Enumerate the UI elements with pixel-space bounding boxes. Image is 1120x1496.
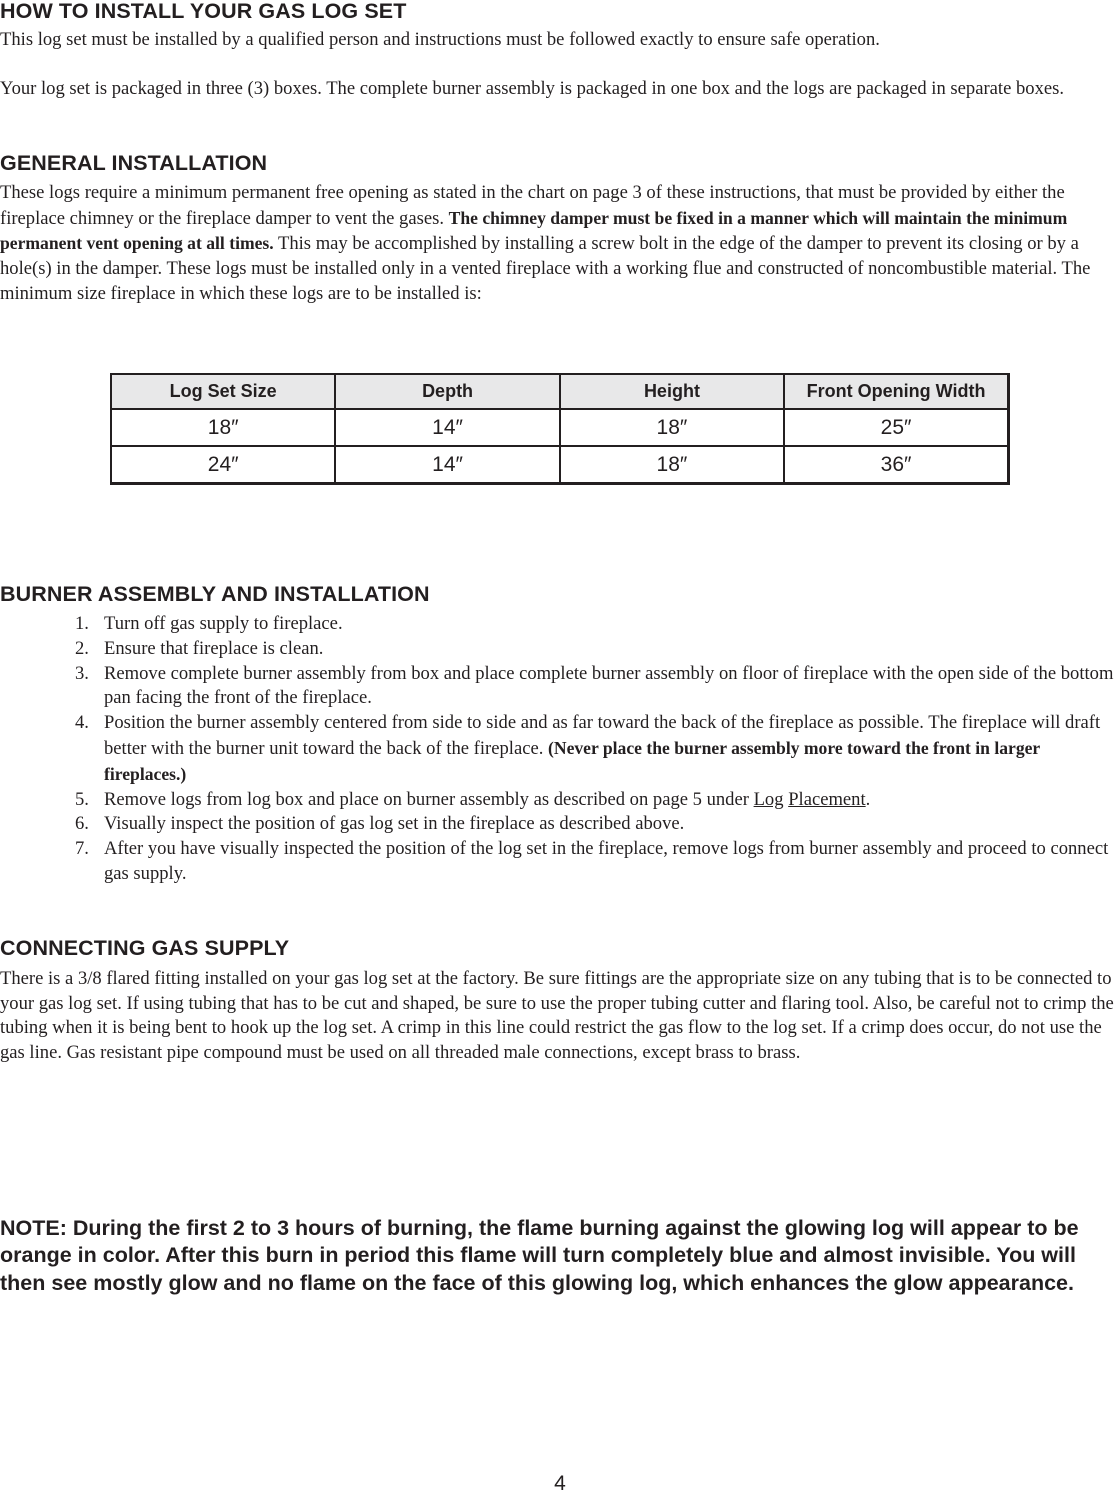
table-cell: 25″ <box>784 409 1008 446</box>
step-text: Visually inspect the position of gas log set in the fireplace as described above. <box>104 813 685 835</box>
list-item <box>75 637 1115 662</box>
general-heading: GENERAL INSTALLATION <box>0 151 268 175</box>
step-number: 5. <box>75 788 89 810</box>
step-tail: . <box>865 788 871 810</box>
log-underline-text: Log <box>753 788 784 810</box>
general-text-a: These logs require a minimum permanent free opening as stated in the chart on page 3 of these instructions, that must be provided by either the fireplace chimney or the fireplace damper to vent the gases. <box>0 182 1065 229</box>
burner-heading: BURNER ASSEMBLY AND INSTALLATION <box>0 582 430 606</box>
list-item <box>75 711 1115 787</box>
table-cell: 36″ <box>784 446 1008 484</box>
table-header-cell: Log Set Size <box>111 374 335 409</box>
general-text-bold: The chimney damper must be fixed in a manner which will maintain the minimum permanent vent opening at all times. <box>0 207 1068 254</box>
table-header-cell: Front Opening Width <box>784 374 1008 409</box>
step-text: Turn off gas supply to fireplace. <box>104 613 343 634</box>
step-number: 7. <box>75 838 89 860</box>
table-cell: 14″ <box>335 409 559 446</box>
general-text-b: This may be accomplished by installing a screw bolt in the edge of the damper to prevent its closing or by a hole(s) in the damper. These logs must be installed only in a vented fireplace with a working flue and constructed of noncombustible material. The minimum size fireplace in which these logs are to be installed is: <box>0 233 1091 304</box>
step-warning: (Never place the burner assembly more toward the front in larger fireplaces.) <box>104 737 1040 784</box>
gas-paragraph: There is a 3/8 flared fitting installed on your gas log set at the factory. Be sure fittings are the appropriate size on any tubing that is to be connected to your gas log set. If using tubing that has to be cut and shaped, be sure to use the proper tubing cutter and flaring tool. Also, be careful not to crimp the tubing when it is being bent to hook up the log set. A crimp in this line could restrict the gas flow to the log set. If a crimp does occur, do not use the gas line. Gas resistant pipe compound must be used on all threaded male connections, except brass to brass. <box>0 968 1114 1064</box>
table-row <box>111 409 1009 446</box>
step-text: Remove complete burner assembly from box and place complete burner assembly on floor of fireplace with the open side of the bottom pan facing the front of the fireplace. <box>104 662 1114 709</box>
list-item <box>75 662 1115 712</box>
table-row <box>111 446 1009 484</box>
table-cell: 18″ <box>560 446 784 484</box>
list-item <box>75 612 1115 637</box>
table-header-cell: Height <box>560 374 784 409</box>
fireplace-size-table <box>110 373 1010 485</box>
table-header-row <box>111 374 1009 409</box>
step-text: Position the burner assembly centered from side to side and as far toward the back of the fireplace as possible. The fireplace will draft better with the burner unit toward the back of the fireplace. <box>104 712 1101 759</box>
list-item <box>75 812 1115 837</box>
install-paragraph-2: Your log set is packaged in three (3) boxes. The complete burner assembly is packaged in one box and the logs are packaged in separate boxes. <box>0 78 1065 99</box>
step-number: 6. <box>75 813 89 835</box>
table-cell: 24″ <box>111 446 335 484</box>
step-number: 1. <box>75 613 89 634</box>
list-item <box>75 837 1115 887</box>
gas-heading: CONNECTING GAS SUPPLY <box>0 936 290 960</box>
note-paragraph: NOTE: During the first 2 to 3 hours of burning, the flame burning against the glowing log will appear to be orange in color. After this burn in period this flame will turn completely blue and almost invisible. You will then see mostly glow and no flame on the face of this glowing log, which enhances the glow appearance. <box>0 1216 1079 1295</box>
step-text: Remove logs from log box and place on burner assembly as described on page 5 under <box>104 788 754 810</box>
step-number: 2. <box>75 637 89 659</box>
step-number: 4. <box>75 712 89 734</box>
install-heading: HOW TO INSTALL YOUR GAS LOG SET <box>0 0 407 23</box>
table-cell: 18″ <box>111 409 335 446</box>
step-text: Ensure that fireplace is clean. <box>104 637 324 659</box>
list-item <box>75 788 1115 813</box>
placement-underline-text: Placement <box>788 788 866 810</box>
page-number: 4 <box>554 1472 566 1495</box>
table-header-cell: Depth <box>335 374 559 409</box>
step-text: After you have visually inspected the position of the log set in the fireplace, remove logs from burner assembly and proceed to connect gas supply. <box>104 838 1109 884</box>
table-cell: 14″ <box>335 446 559 484</box>
burner-steps-list <box>75 612 1115 887</box>
step-number: 3. <box>75 662 89 684</box>
general-paragraph <box>0 181 1120 307</box>
install-paragraph-1: This log set must be installed by a qualified person and instructions must be followed exactly to ensure safe operation. <box>0 29 880 50</box>
table-cell: 18″ <box>560 409 784 446</box>
